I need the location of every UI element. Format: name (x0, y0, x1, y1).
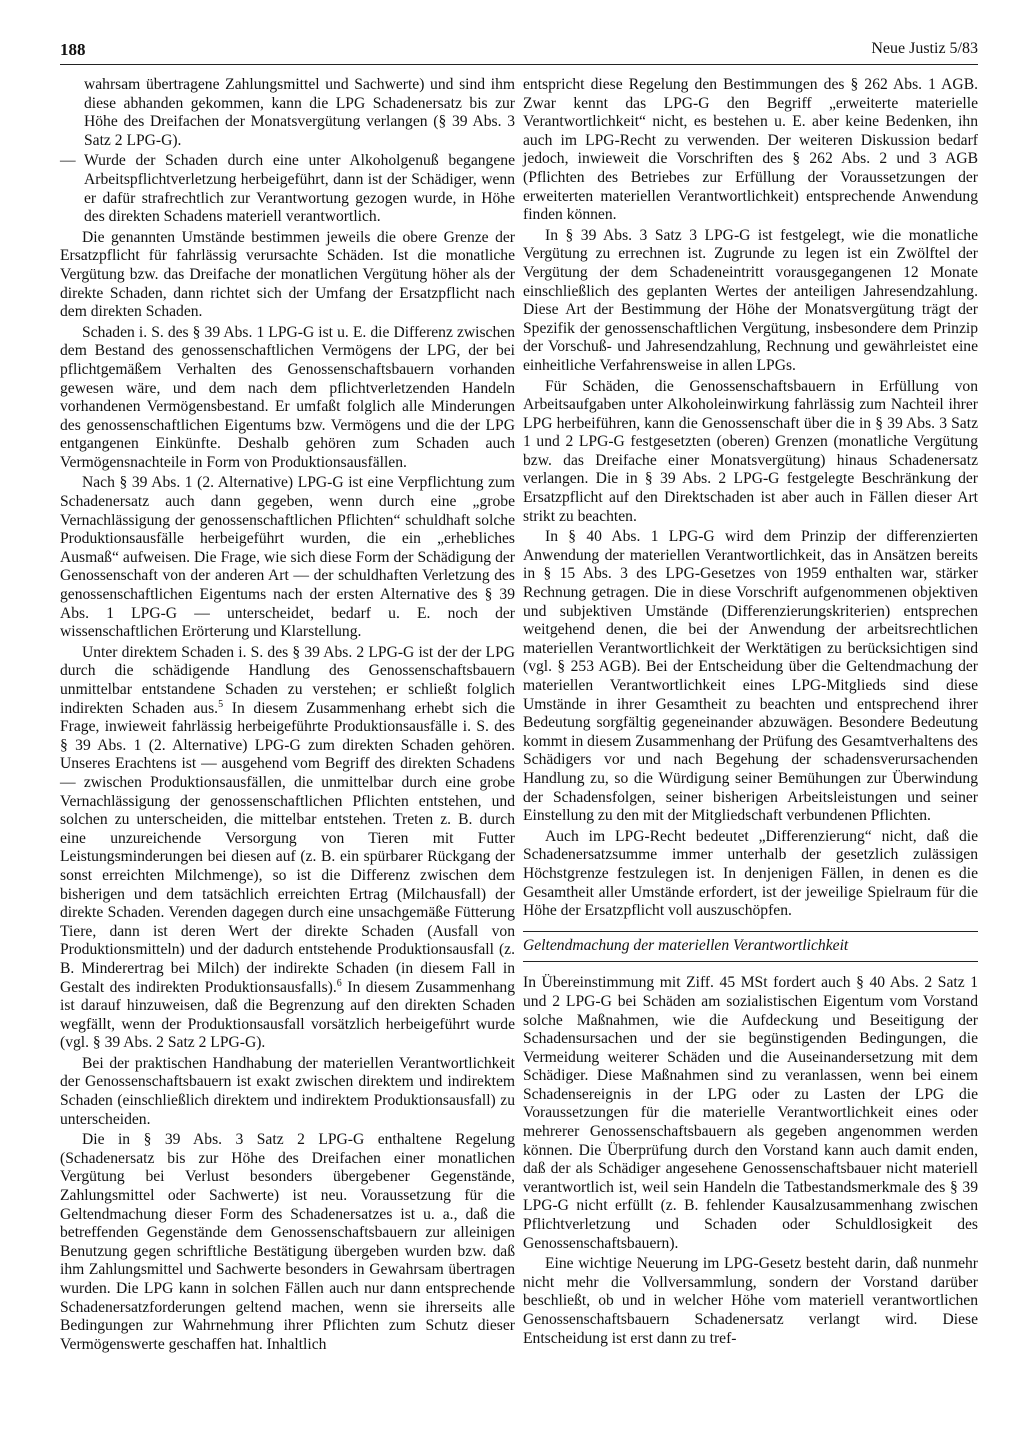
footnote-ref: 5 (218, 698, 224, 710)
paragraph: Die in § 39 Abs. 3 Satz 2 LPG-G enthaltene Regelung (Schadenersatz bis zur Höhe des Dreifachen einer monatlichen Vergütung bei Verlust besonders übergebener Gegenstände, Zahlungsmittel oder Sachwerte) ist neu. Voraussetzung für die Geltendmachung dieser Form des Schadenersatzes ist u. a., daß die betreffenden Gegenstände dem Genossenschaftsbauern zur alleinigen Benutzung gegen schriftliche Bestätigung übergeben wurden bzw. daß ihm Zahlungsmittel und Sachwerte besonders in Gewahrsam übertragen wurden. Die LPG kann in solchen Fällen auch nur dann entsprechende Schadenersatzforderungen geltend machen, wenn sie ihrerseits alle Bedingungen zur Wahrnehmung ihrer Pflichten zum Schutz dieser Vermögenswerte geschaffen hat. Inhaltlich (60, 1131, 515, 1353)
paragraph: Auch im LPG-Recht bedeutet „Differenzierung“ nicht, daß die Schadenersatzsumme immer unterhalb der gesetzlich zulässigen Höchstgrenze festzulegen ist. In denjenigen Fällen, in denen es die Gesamtheit aller Umstände erfordert, ist der jeweilige Spielraum für die Höhe der Ersatzpflicht voll auszuschöpfen. (523, 827, 978, 920)
dash-list-item (60, 152, 515, 226)
paragraph: wahrsam übertragene Zahlungsmittel und Sachwerte) und sind ihm diese abhanden gekommen, kann die LPG Schadenersatz bis zur Höhe des Dreifachen der Monatsvergütung verlangen (§ 39 Abs. 3 Satz 2 LPG-G). (84, 76, 515, 149)
page-number: 188 (60, 40, 86, 59)
paragraph (60, 644, 515, 1053)
text-run: In diesem Zusammenhang erhebt sich die Frage, inwieweit fahrlässig herbeigeführte Produktionsausfälle i. S. des § 39 Abs. 1 (2. Alternative) LPG-G zum direkten Schaden gehören. Unseres Erachtens ist — ausgehend vom Begriff des direkten Schadens — zwischen Produktionsausfällen, die unmittelbar durch eine grobe Vernachlässigung der genossenschaftlichen Pflichten entstehen, und solchen zu unterscheiden, die mittelbar entstehen. Treten z. B. durch eine unzureichende Versorgung von Tieren mit Futter Leistungsminderungen bei diesen auf (z. B. ein spürbarer Rückgang der sonst erreichten Milchmenge), so ist die Differenz zwischen dem bisherigen und dem tatsächlich erreichten Ertrag (Milchausfall) der direkte Schaden. Verenden dagegen durch eine unsachgemäße Fütterung Tiere, dann ist deren Wert der direkte Schaden (Ausfall von Produktionsmitteln) und der dadurch entstehende Produktionsausfall (z. B. Minderertrag bei Milch) der indirekte Schaden (in diesem Fall in Gestalt des indirekten Produktionsausfalls). (60, 699, 515, 996)
journal-issue: Neue Justiz 5/83 (871, 40, 978, 57)
header-rule (60, 64, 978, 65)
section-heading: Geltendmachung der materiellen Verantwortlichkeit (523, 931, 978, 963)
paragraph: Nach § 39 Abs. 1 (2. Alternative) LPG-G ist eine Verpflichtung zum Schadenersatz auch dann gegeben, wenn durch eine „grobe Vernachlässigung der genossenschaftlichen Pflichten“ schuldhaft solche Produktionsausfälle herbeigeführt wurden, die ein „erhebliches Ausmaß“ aufweisen. Die Frage, wie sich diese Form der Schädigung der Genossenschaft von der anderen Art — der schuldhaften Verletzung des genossenschaftlichen Eigentums nach der ersten Alternative des § 39 Abs. 1 LPG-G — unterscheidet, bedarf u. E. noch der wissenschaftlichen Erörterung und Klarstellung. (60, 474, 515, 641)
paragraph: Eine wichtige Neuerung im LPG-Gesetz besteht darin, daß nunmehr nicht mehr die Vollversammlung, sondern der Vorstand darüber beschließt, ob und in welcher Höhe vom materiell verantwortlichen Genossenschaftsbauern Schadenersatz verlangt wird. Diese Entscheidung ist erst dann zu tref- (523, 1255, 978, 1347)
paragraph: Bei der praktischen Handhabung der materiellen Verantwortlichkeit der Genossenschaftsbauern ist exakt zwischen direktem und indirektem Schaden (einschließlich direktem und indirektem Produktionsausfall) zu unterscheiden. (60, 1054, 515, 1128)
left-column (60, 76, 515, 1356)
text-run: In diesem Zusammenhang ist darauf hinzuweisen, daß die Begrenzung auf den direkten Schaden wegfällt, wenn der Produktionsausfall vorsätzlich herbeigeführt wurde (vgl. § 39 Abs. 2 Satz 2 LPG-G). (60, 978, 515, 1052)
page-header (60, 40, 978, 62)
paragraph: entspricht diese Regelung den Bestimmungen des § 262 Abs. 1 AGB. Zwar kennt das LPG-G den Begriff „erweiterte materielle Verantwortlichkeit“ nicht, es bestehen u. E. aber keine Bedenken, ihn auch im LPG-Recht zu verwenden. Der weiteren Diskussion bedarf jedoch, inwieweit die Vorschriften des § 262 Abs. 2 und 3 AGB (Pflichten des Betriebes zur Erfüllung der Voraussetzungen der erweiterten materiellen Verantwortlichkeit) entsprechende Anwendung finden können. (523, 76, 978, 224)
paragraph: Für Schäden, die Genossenschaftsbauern in Erfüllung von Arbeitsaufgaben unter Alkoholeinwirkung fahrlässig zum Nachteil ihrer LPG herbeiführen, kann die Genossenschaft über die in § 39 Abs. 3 Satz 1 und 2 LPG-G festgesetzten (oberen) Grenzen (monatliche Vergütung bzw. das Dreifache einer Monatsvergütung) hinaus Schadenersatz verlangen. Die in § 39 Abs. 2 LPG-G festgelegte Beschränkung der Ersatzpflicht auf den Direktschaden ist aber auch in Fällen dieser Art strikt zu beachten. (523, 377, 978, 525)
paragraph: In Übereinstimmung mit Ziff. 45 MSt fordert auch § 40 Abs. 2 Satz 1 und 2 LPG-G bei Schäden am sozialistischen Eigentum vom Vorstand solche Maßnahmen, wie die Aufdeckung und Beseitigung der Schadensursachen und der sie begünstigenden Bedingungen, die Vermeidung weiterer Schäden und die Auseinandersetzung mit dem Schädiger. Diese Maßnahmen sind zu veranlassen, wenn bei einem Schadensereignis in der LPG oder zu Lasten der LPG die Voraussetzungen für die materielle Verantwortlichkeit eines oder mehrerer Genossenschaftsbauern als gegeben angenommen werden können. Die Überprüfung durch den Vorstand kann auch damit enden, daß der als Schädiger angesehene Genossenschaftsbauer nicht materiell verantwortlich ist, weil sein Handeln die Tatbestandsmerkmale des § 39 LPG-G nicht erfüllt (z. B. fehlender Kausalzusammenhang zwischen Pflichtverletzung und Schaden oder Schuldlosigkeit des Genossenschaftsbauern). (523, 974, 978, 1252)
paragraph: In § 40 Abs. 1 LPG-G wird dem Prinzip der differenzierten Anwendung der materiellen Verantwortlichkeit, das in Ansätzen bereits in § 15 Abs. 3 des LPG-Gesetzes von 1959 enthalten war, stärker Rechnung getragen. Die in diese Vorschrift aufgenommenen objektiven und subjektiven Umstände (Differenzierungskriterien) entsprechen weitgehend denen, die bei der Anwendung der arbeitsrechtlichen materiellen Verantwortlichkeit der Werktätigen zu berücksichtigen sind (vgl. § 253 AGB). Bei der Entscheidung über die Geltendmachung der materiellen Verantwortlichkeit eines LPG-Mitglieds sind diese Umstände in ihrer Gesamtheit zu beachten und entsprechend ihrer Bedeutung sorgfältig gegeneinander abzuwägen. Besondere Bedeutung kommt in diesem Zusammenhang der Prüfung des Gesamtverhaltens des Schädigers vor und nach Begehung der schadensverursachenden Handlung zu, so die Würdigung seiner Bemühungen zur Überwindung der Schadensfolgen, seiner bisherigen Arbeitsleistungen und seiner Einstellung zu den mit der Mitgliedschaft verbundenen Pflichten. (523, 528, 978, 825)
paragraph: Die genannten Umstände bestimmen jeweils die obere Grenze der Ersatzpflicht für fahrlässig verursachte Schäden. Ist die monatliche Vergütung bzw. das Dreifache der monatlichen Vergütung höher als der direkte Schaden, dann richtet sich der Umfang der Ersatzpflicht nach dem direkten Schaden. (60, 228, 515, 321)
paragraph: Schaden i. S. des § 39 Abs. 1 LPG-G ist u. E. die Differenz zwischen dem Bestand des genossenschaftlichen Vermögens der LPG, der bei pflichtgemäßem Verhalten des Genossenschaftsbauern vorhanden gewesen wäre, und dem nach dem pflichtverletzenden Handeln vorhandenen Vermögensbestand. Er umfaßt folglich alle Minderungen des genossenschaftlichen Eigentums bzw. Vermögens und die der LPG entgangenen Einkünfte. Deshalb gehören zum Schaden auch Vermögensnachteile in Form von Produktionsausfällen. (60, 323, 515, 471)
footnote-ref: 6 (336, 977, 342, 989)
right-column (523, 76, 978, 1350)
dash-mark: — (60, 152, 76, 170)
list-item-text: Wurde der Schaden durch eine unter Alkoholgenuß begangene Arbeitspflichtverletzung herbeigeführt, dann ist der Schädiger, wenn er dafür strafrechtlich zur Verantwortung gezogen wurde, in Höhe des direkten Schadens materiell verantwortlich. (84, 152, 515, 226)
text-run: Unter direktem Schaden i. S. des § 39 Abs. 2 LPG-G ist der der LPG durch die schädigende Handlung des Genossenschaftsbauern unmittelbar entstandene Schaden zu verstehen; er schließt folglich indirekten Schaden aus. (60, 643, 515, 717)
paragraph: In § 39 Abs. 3 Satz 3 LPG-G ist festgelegt, wie die monatliche Vergütung zu errechnen ist. Zugrunde zu legen ist ein Zwölftel der Vergütung der dem Schadeneintritt vorausgegangenen 12 Monate einschließlich des geplanten Wertes der anteiligen Jahresendzahlung. Diese Art der Bestimmung der Höhe der Monatsvergütung trägt der Spezifik der genossenschaftlichen Vergütung, insbesondere dem Prinzip der Vorschuß- und Jahresendzahlung, Rechnung und gewährleistet eine einheitliche Verfahrensweise in allen LPGs. (523, 226, 978, 374)
